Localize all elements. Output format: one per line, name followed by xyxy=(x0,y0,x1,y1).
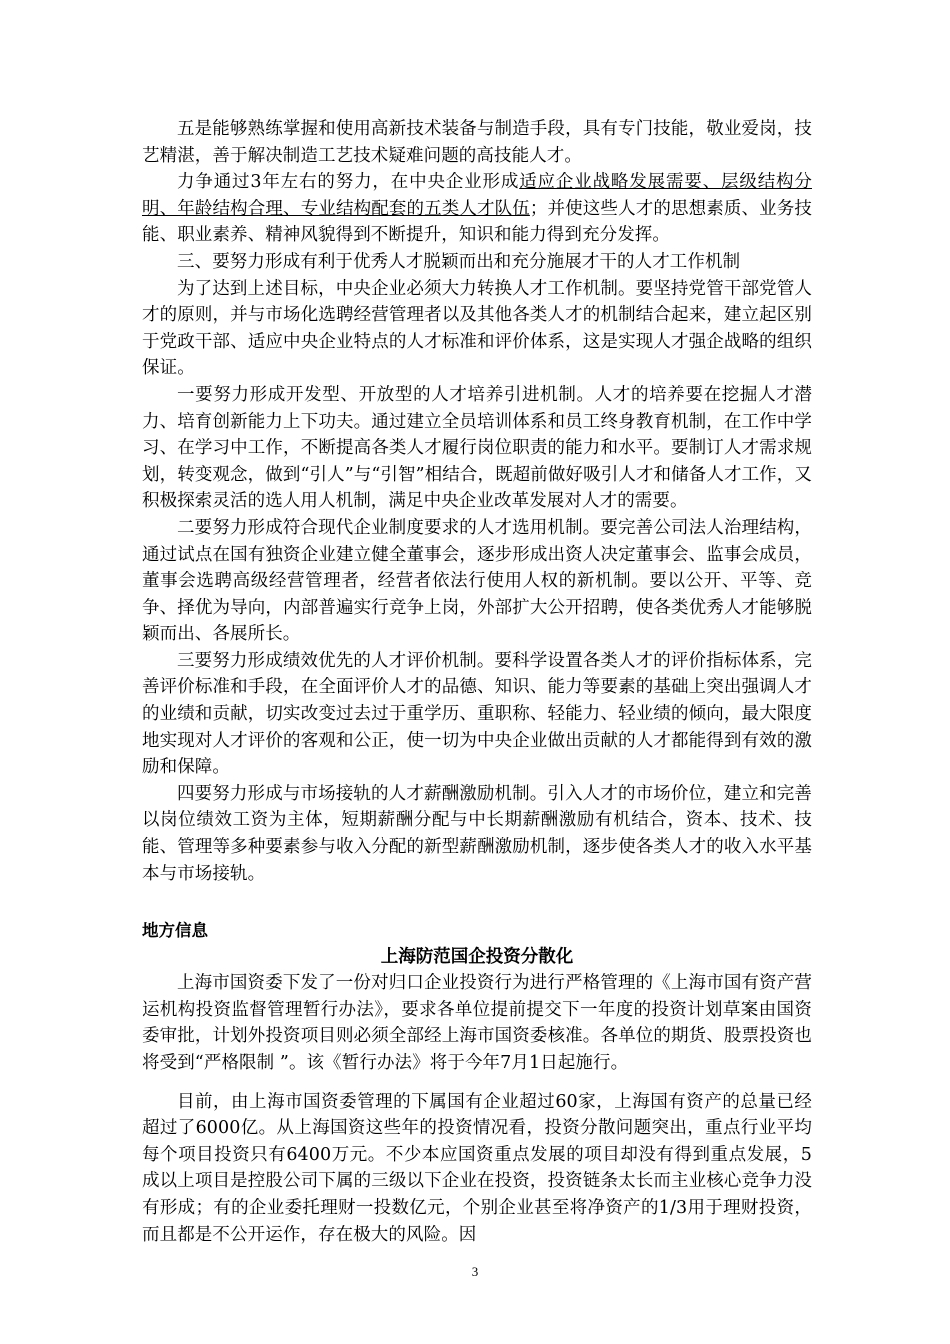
paragraph-mechanism-intro: 为了达到上述目标，中央企业必须大力转换人才工作机制。要坚持党管干部党管人才的原则，并与市场化选聘经营管理者以及其他各类人才的机制结合起来，建立起区别于党政干部、适应中央企业特点的人才标准和评价体系，这是实现人才强企战略的组织保证。 xyxy=(142,278,812,379)
section-label-local-info: 地方信息 xyxy=(142,921,208,941)
paragraph-three-year-goal xyxy=(142,169,812,249)
article-paragraph-2: 目前，由上海市国资委管理的下属国有企业超过60家，上海国有资产的总量已经超过了6000亿。从上海国资这些年的投资情况看，投资分散问题突出，重点行业平均每个项目投资只有6400万元。不少本应国资重点发展的项目却没有得到重点发展，5成以上项目是控股公司下属的三级以下企业在投资，投资链条太长而主业核心竞争力没有形成；有的企业委托理财一投数亿元，个别企业甚至将净资产的1/3用于理财投资，而且都是不公开运作，存在极大的风险。因 xyxy=(142,1091,812,1245)
page-content xyxy=(142,116,812,1248)
goal-text-after: ；并使这些人才的思想素质、业务技能、职业素养、精神风貌得到不断提升，知识和能力得到充分发挥。 xyxy=(142,198,812,246)
section-heading-three: 三、要努力形成有利于优秀人才脱颖而出和充分施展才干的人才工作机制 xyxy=(177,251,741,272)
article-paragraph-1: 上海市国资委下发了一份对归口企业投资行为进行严格管理的《上海市国有资产营运机构投资监督管理暂行办法》，要求各单位提前提交下一年度的投资计划草案由国资委审批，计划外投资项目则必须全部经上海市国资委核准。各单位的期货、股票投资也将受到“严格限制 ”。该《暂行办法》将于今年7月1日起施行。 xyxy=(142,973,812,1073)
page-number: 3 xyxy=(471,1264,479,1279)
goal-text-underlined: 适应企业战略发展需要、层级结构分明、年龄结构合理、专业结构配套的五类人才队伍 xyxy=(142,172,812,219)
paragraph-spacer xyxy=(142,1077,812,1089)
paragraph-training-mechanism: 一要努力形成开发型、开放型的人才培养引进机制。人才的培养要在挖掘人才潜力、培育创新能力上下功夫。通过建立全员培训体系和员工终身教育机制，在工作中学习、在学习中工作，不断提高各类人才履行岗位职责的能力和水平。要制订人才需求规划，转变观念，做到“引人”与“引智”相结合，既超前做好吸引人才和储备人才工作，又积极探索灵活的选人用人机制，满足中央企业改革发展对人才的需要。 xyxy=(142,384,812,512)
article-title: 上海防范国企投资分散化 xyxy=(380,947,574,968)
paragraph-compensation-mechanism: 四要努力形成与市场接轨的人才薪酬激励机制。引入人才的市场价位，建立和完善以岗位绩效工资为主体，短期薪酬分配与中长期薪酬激励有机结合，资本、技术、技能、管理等多种要素参与收入分配的新型薪酬激励机制，逐步使各类人才的收入水平基本与市场接轨。 xyxy=(142,783,812,884)
goal-text-before: 力争通过3年左右的努力，在中央企业形成 xyxy=(177,172,520,193)
paragraph-evaluation-mechanism: 三要努力形成绩效优先的人才评价机制。要科学设置各类人才的评价指标体系，完善评价标准和手段，在全面评价人才的品德、知识、能力等要素的基础上突出强调人才的业绩和贡献，切实改变过去过于重学历、重职称、轻能力、轻业绩的倾向，最大限度地实现对人才评价的客观和公正，使一切为中央企业做出贡献的人才都能得到有效的激励和保障。 xyxy=(142,650,812,778)
paragraph-skilled-talent: 五是能够熟练掌握和使用高新技术装备与制造手段，具有专门技能，敬业爱岗，技艺精湛，善于解决制造工艺技术疑难问题的高技能人才。 xyxy=(142,119,812,166)
paragraph-selection-mechanism: 二要努力形成符合现代企业制度要求的人才选用机制。要完善公司法人治理结构，通过试点在国有独资企业建立健全董事会，逐步形成出资人决定董事会、监事会成员，董事会选聘高级经营管理者，经营者依法行使用人权的新机制。要以公开、平等、竞争、择优为导向，内部普遍实行竞争上岗，外部扩大公开招聘，使各类优秀人才能够脱颖而出、各展所长。 xyxy=(142,517,812,645)
